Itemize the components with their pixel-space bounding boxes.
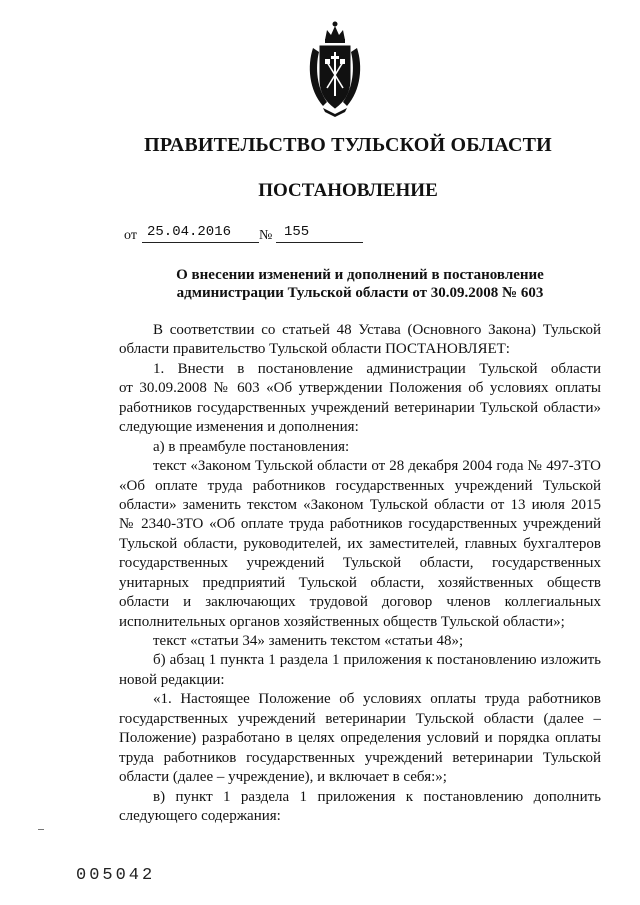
body-line: в) пункт 1 раздела 1 приложения к постановлению дополнить [153,788,601,805]
body-line: а) в преамбуле постановления: [153,438,350,455]
body-line: «Об оплате труда работников государственных учреждений Тульской [119,477,601,494]
document-body [119,321,601,826]
body-line: государственных учреждений ветеринарии Тульской области (далее – [119,710,601,727]
document-type: ПОСТАНОВЛЕНИЕ [258,180,438,201]
serial-number: 005042 [76,866,156,885]
body-line: новой редакции: [119,671,225,688]
body-line: б) абзац 1 пункта 1 раздела 1 приложения к постановлению изложить [153,652,601,669]
body-line: области (далее – учреждение), и включает в себя:»; [119,769,447,786]
body-line: текст «Законом Тульской области от 28 декабря 2004 года № 497-ЗТО [153,458,601,475]
body-line: труда работников государственных учреждений ветеринарии Тульской [119,749,601,766]
body-line: области правительство Тульской области ПОСТАНОВЛЯЕТ: [119,341,510,358]
subject-line: администрации Тульской области от 30.09.2008 № 603 [176,285,544,301]
number-underline [276,242,363,243]
body-line: следующего содержания: [119,807,281,824]
body-line: Тульской области, руководителей, их заместителей, главных бухгалтеров [119,535,601,552]
body-line: унитарных предприятий Тульской области, хозяйственных обществ [119,574,601,591]
date-value: 25.04.2016 [147,224,232,240]
tula-coat-of-arms-icon [303,18,367,118]
body-line: 1. Внести в постановление администрации Тульской области [153,360,601,377]
body-line: Положение) разработано в целях определения условий и порядка оплаты [119,730,601,747]
body-line: «1. Настоящее Положение об условиях оплаты труда работников [153,691,601,708]
margin-mark [38,829,44,830]
body-line: области» заменить текстом «Законом Тульской области от 13 июля 2015 [119,496,601,513]
body-line: В соответствии со статьей 48 Устава (Основного Закона) Тульской [153,322,601,338]
date-underline [142,242,259,243]
body-line: от 30.09.2008 № 603 «Об утверждении Положения об условиях оплаты [119,380,601,397]
body-line: государственных учреждений Тульской области, государственных [119,555,601,572]
body-line: текст «статьи 34» заменить текстом «статьи 48»; [153,633,464,649]
subject-line: О внесении изменений и дополнений в постановление [176,267,544,283]
document-subject [140,266,580,302]
government-title: ПРАВИТЕЛЬСТВО ТУЛЬСКОЙ ОБЛАСТИ [144,134,552,156]
number-label: № [259,228,273,243]
body-line: области и заключающих трудовой договор членов коллегиальных [119,594,601,611]
date-label: от [124,228,137,243]
body-line: работников государственных учреждений ветеринарии Тульской области» [119,399,601,416]
body-line: следующие изменения и дополнения: [119,419,359,436]
body-line: исполнительных органов хозяйственных обществ Тульской области»; [119,613,565,630]
number-value: 155 [284,224,310,240]
body-line: № 2340-ЗТО «Об оплате труда работников государственных учреждений [119,516,601,533]
